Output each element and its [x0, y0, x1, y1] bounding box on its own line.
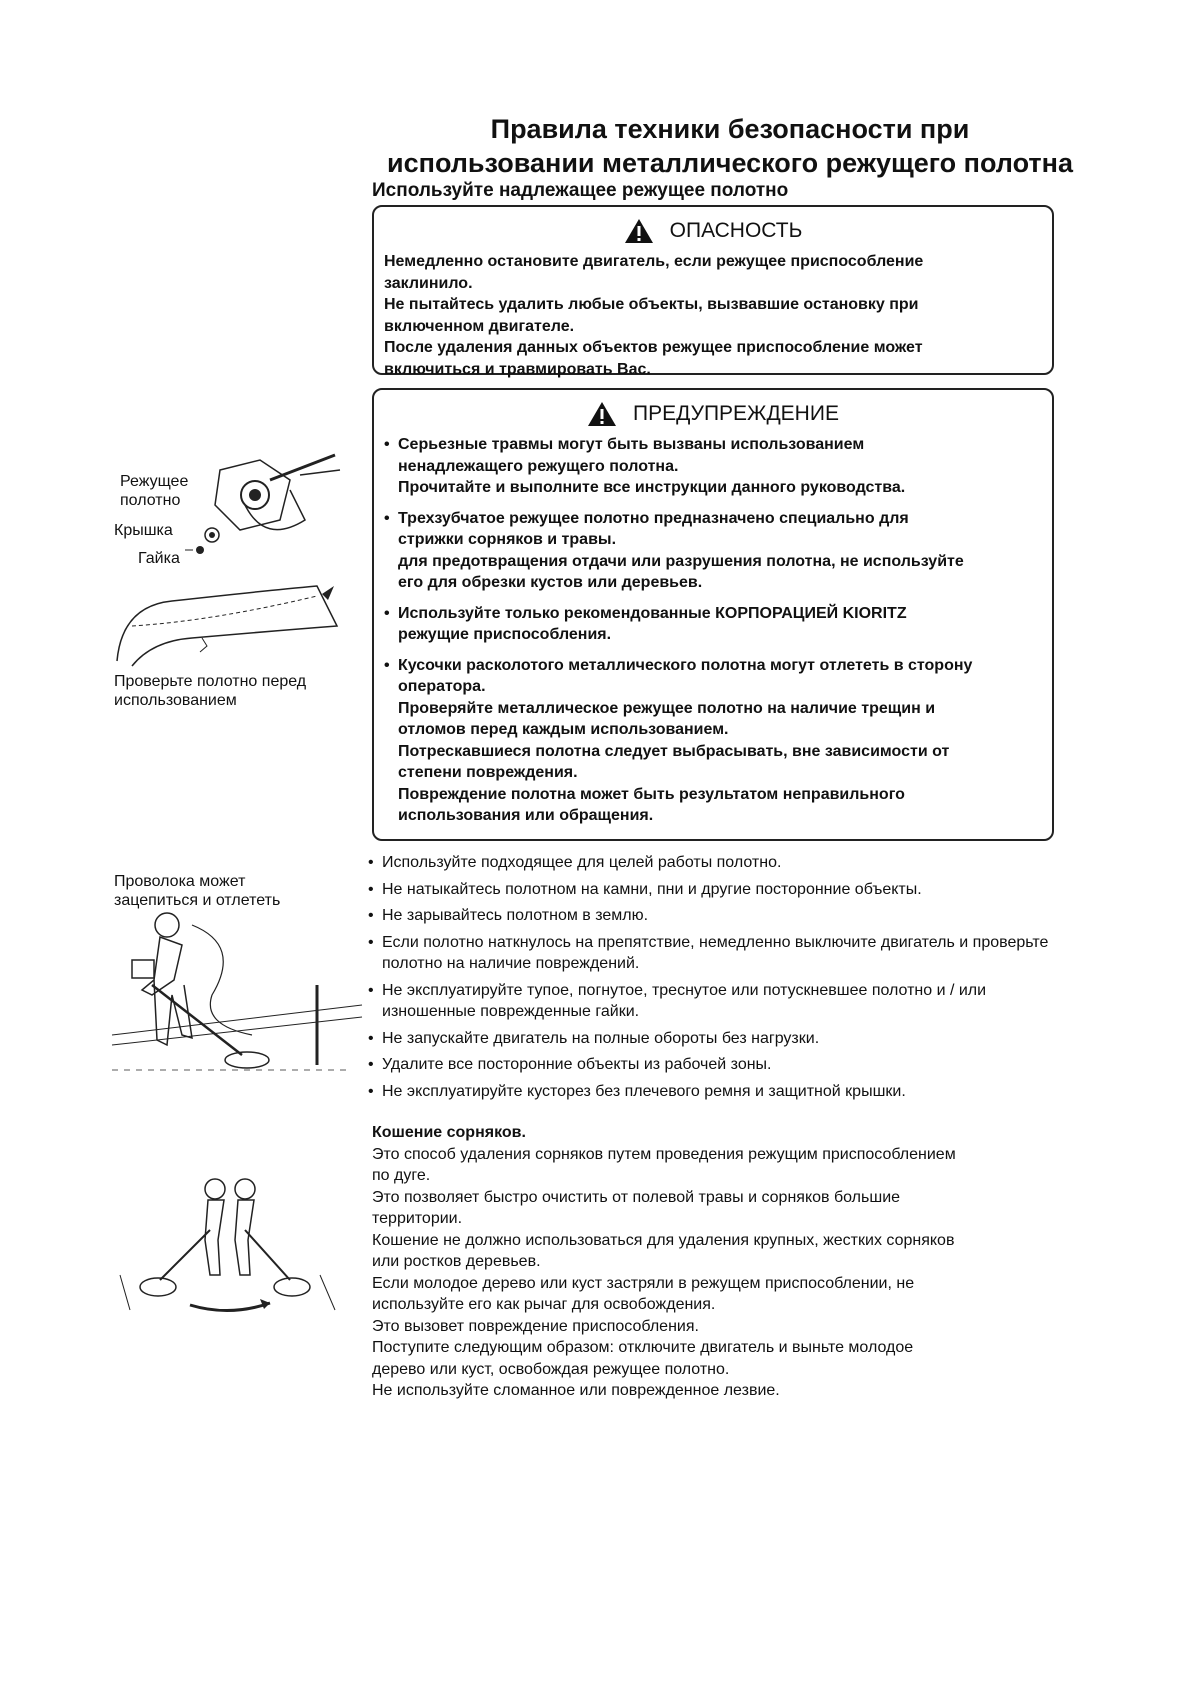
list-item-text: Не эксплуатируйте тупое, погнутое, треснутое или потускневшее полотно и / или изношенные поврежденные гайки.: [382, 981, 987, 1020]
mowing-line: дерево или куст, освобождая режущее полотно.: [372, 1360, 730, 1378]
blade-assembly-illustration: [190, 450, 350, 560]
mowing-line: используйте его как рычаг для освобождения.: [372, 1296, 716, 1313]
list-item-text: Не натыкайтесь полотном на камни, пни и другие посторонние объекты.: [382, 880, 922, 898]
mowing-line: Если молодое дерево или куст застряли в режущем приспособлении, не: [372, 1274, 915, 1292]
warning-line: для предотвращения отдачи или разрушения полотна, не используйте: [398, 552, 964, 570]
list-item-text: Не эксплуатируйте кусторез без плечевого ремня и защитной крышки.: [382, 1082, 906, 1100]
mowing-heading: Кошение сорняков.: [372, 1124, 526, 1141]
mowing-section: [372, 1122, 1072, 1402]
list-item-text: Удалите все посторонние объекты из рабочей зоны.: [382, 1056, 772, 1073]
mowing-line: Поступите следующим образом: отключите двигатель и выньте молодое: [372, 1339, 914, 1356]
list-item: • Если полотно наткнулось на препятствие, немедленно выключите двигатель и проверьте полотно на наличие повреждений.: [368, 933, 1049, 972]
caption-blade: Режущее полотно: [120, 473, 189, 509]
caption-wire: Проволока может зацепиться и отлететь: [114, 873, 281, 909]
operator-wire-hazard-illustration: [112, 905, 362, 1080]
caption-check-blade: Проверьте полотно перед использованием: [114, 673, 307, 709]
danger-box: [372, 205, 1054, 378]
mowing-line: территории.: [372, 1210, 463, 1227]
page-title-line-2: использовании металлического режущего полотна: [387, 148, 1073, 178]
list-item-text: Используйте подходящее для целей работы полотно.: [382, 854, 782, 871]
warning-line: стрижки сорняков и травы.: [398, 531, 617, 548]
warning-line: ненадлежащего режущего полотна.: [398, 457, 679, 475]
list-item: • Не эксплуатируйте кусторез без плечевого ремня и защитной крышки.: [368, 1082, 906, 1100]
list-item: • Удалите все посторонние объекты из рабочей зоны.: [368, 1056, 772, 1073]
danger-line: Не пытайтесь удалить любые объекты, вызвавшие остановку при: [384, 296, 919, 313]
danger-line: включенном двигателе.: [384, 317, 575, 335]
warning-line: Используйте только рекомендованные КОРПОРАЦИЕЙ KIORITZ: [398, 604, 907, 622]
page-title-line-1: Правила техники безопасности при: [490, 114, 970, 144]
warning-line: Проверяйте металлическое режущее полотно на наличие трещин и: [398, 699, 936, 717]
blade-check-illustration: [112, 586, 352, 671]
mowing-line: Кошение не должно использоваться для удаления крупных, жестких сорняков: [372, 1231, 955, 1249]
warning-box: [372, 388, 1054, 841]
mowing-line: Это позволяет быстро очистить от полевой травы и сорняков большие: [372, 1188, 901, 1206]
mowing-line: Не используйте сломанное или поврежденное лезвие.: [372, 1382, 780, 1399]
warning-item: • Используйте только рекомендованные КОРПОРАЦИЕЙ KIORITZ режущие приспособления.: [384, 603, 1042, 646]
safety-bullet-list: [368, 852, 1068, 1107]
list-item: • Не натыкайтесь полотном на камни, пни и другие посторонние объекты.: [368, 880, 922, 898]
warning-triangle-icon: [587, 401, 617, 427]
list-item: • Не запускайте двигатель на полные обороты без нагрузки.: [368, 1029, 820, 1047]
danger-text: [384, 251, 1042, 380]
warning-label: ПРЕДУПРЕЖДЕНИЕ: [633, 402, 839, 425]
warning-line: оператора.: [398, 678, 486, 695]
list-item-text: Не зарывайтесь полотном в землю.: [382, 907, 649, 924]
mowing-line: Это вызовет повреждение приспособления.: [372, 1317, 699, 1335]
danger-line: Немедленно остановите двигатель, если режущее приспособление: [384, 253, 924, 270]
list-item: • Не эксплуатируйте тупое, погнутое, треснутое или потускневшее полотно и / или изношенные поврежденные гайки.: [368, 981, 987, 1020]
danger-line: включиться и травмировать Вас.: [384, 360, 651, 378]
danger-line: После удаления данных объектов режущее приспособление может: [384, 339, 923, 356]
warning-line: его для обрезки кустов или деревьев.: [398, 574, 703, 591]
warning-item: • Кусочки расколотого металлического полотна могут отлететь в сторону оператора. Проверяйте металлическое режущее полотно на наличие трещин и отломов перед каждым использованием. Потрескавшиеся полотна следует выбрасывать, вне зависимости от степени повреждения. Повреждение полотна может быть результатом неправильного использования или обращения.: [384, 655, 1042, 827]
mowing-line: по дуге.: [372, 1167, 431, 1184]
list-item: • Не зарывайтесь полотном в землю.: [368, 907, 649, 924]
danger-label: ОПАСНОСТЬ: [669, 219, 803, 242]
warning-item: • Трехзубчатое режущее полотно предназначено специально для стрижки сорняков и травы. для предотвращения отдачи или разрушения полотна, не используйте его для обрезки кустов или деревьев.: [384, 508, 1042, 594]
warning-line: режущие приспособления.: [398, 626, 612, 643]
warning-header: [384, 400, 1042, 428]
warning-line: Трехзубчатое режущее полотно предназначено специально для: [398, 509, 909, 527]
danger-header: [384, 217, 1042, 245]
danger-line: заклинило.: [384, 274, 473, 292]
caption-cover: Крышка: [114, 522, 173, 539]
warning-line: Потрескавшиеся полотна следует выбрасывать, вне зависимости от: [398, 742, 950, 760]
caption-nut: Гайка: [138, 550, 180, 567]
warning-triangle-icon: [624, 218, 654, 244]
warning-line: Прочитайте и выполните все инструкции данного руководства.: [398, 479, 906, 496]
list-item: • Используйте подходящее для целей работы полотно.: [368, 854, 782, 871]
warning-line: использования или обращения.: [398, 807, 654, 824]
warning-line: отломов перед каждым использованием.: [398, 721, 729, 738]
warning-line: Кусочки расколотого металлического полотна могут отлететь в сторону: [398, 656, 973, 674]
warning-item: • Серьезные травмы могут быть вызваны использованием ненадлежащего режущего полотна. Прочитайте и выполните все инструкции данного руководства.: [384, 434, 1042, 499]
warning-line: Повреждение полотна может быть результатом неправильного: [398, 785, 905, 803]
list-item-text: Не запускайте двигатель на полные обороты без нагрузки.: [382, 1029, 820, 1047]
mowing-arc-illustration: [120, 1175, 340, 1320]
mowing-line: Это способ удаления сорняков путем проведения режущим приспособлением: [372, 1145, 956, 1163]
warning-line: степени повреждения.: [398, 764, 578, 781]
section-subtitle: Используйте надлежащее режущее полотно: [372, 180, 789, 201]
mowing-line: или ростков деревьев.: [372, 1253, 541, 1270]
warning-line: Серьезные травмы могут быть вызваны использованием: [398, 436, 865, 453]
list-item-text: Если полотно наткнулось на препятствие, немедленно выключите двигатель и проверьте полотно на наличие повреждений.: [382, 933, 1049, 972]
